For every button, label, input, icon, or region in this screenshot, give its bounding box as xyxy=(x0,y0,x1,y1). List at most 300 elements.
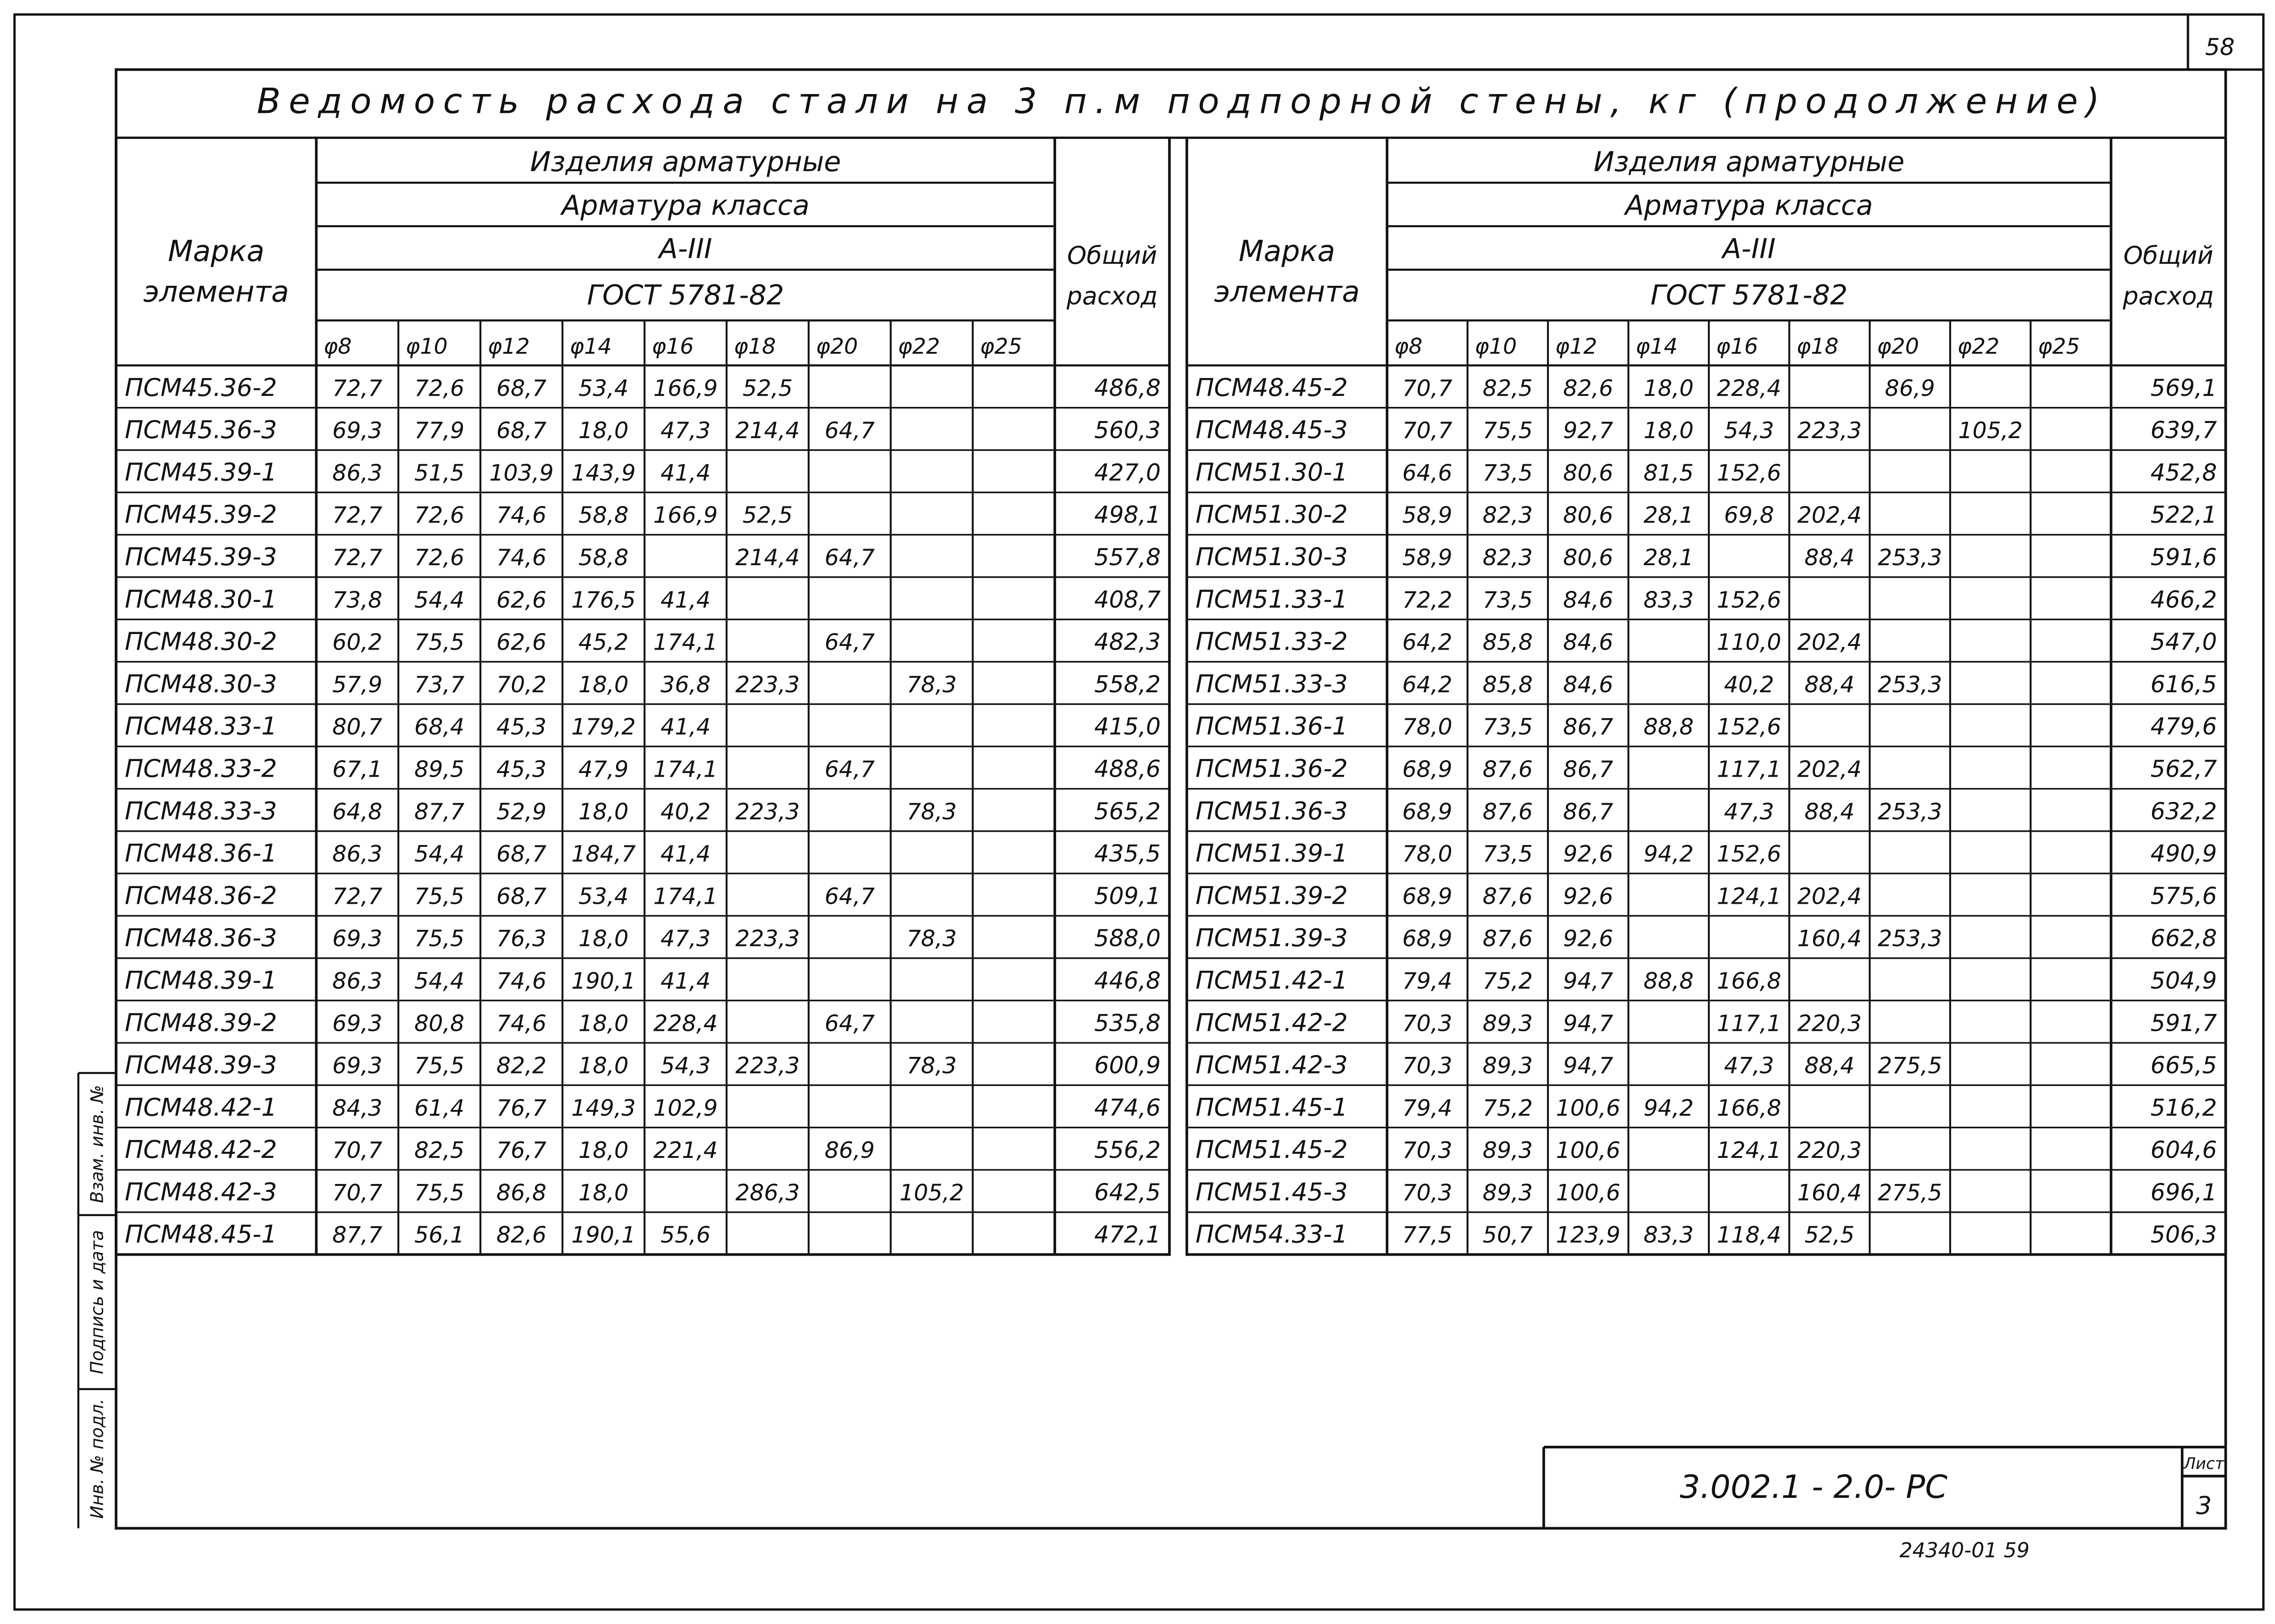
header-mark-line1: Марка xyxy=(1239,234,1335,268)
cell-value: 152,6 xyxy=(1717,841,1781,868)
cell-value: 52,5 xyxy=(742,375,793,401)
header-mark-line2: элемента xyxy=(1214,274,1360,309)
cell-value: 253,3 xyxy=(1878,925,1942,952)
cell-value: 87,6 xyxy=(1482,925,1533,952)
cell-value: 100,6 xyxy=(1556,1179,1621,1206)
cell-value: 70,3 xyxy=(1402,1179,1452,1206)
cell-value: 83,3 xyxy=(1643,587,1694,613)
cell-value: 64,7 xyxy=(824,1010,875,1037)
element-mark: ПСМ51.45-1 xyxy=(1196,1092,1348,1122)
table-row xyxy=(125,796,1161,825)
cell-value: 88,4 xyxy=(1804,798,1855,825)
element-mark: ПСМ51.33-1 xyxy=(1196,584,1348,614)
table-row xyxy=(1196,796,2217,825)
cell-value: 73,5 xyxy=(1482,460,1533,486)
cell-value: 64,2 xyxy=(1402,629,1452,656)
diameter-header: φ14 xyxy=(569,334,612,360)
table-row xyxy=(125,373,1161,402)
total-value: 591,6 xyxy=(2150,544,2217,571)
table-row xyxy=(125,1051,1161,1079)
cell-value: 149,3 xyxy=(571,1095,636,1121)
table-row xyxy=(1196,1220,2217,1249)
cell-value: 64,7 xyxy=(824,417,875,444)
element-mark: ПСМ51.45-2 xyxy=(1196,1135,1348,1164)
cell-value: 87,6 xyxy=(1482,883,1533,910)
total-value: 588,0 xyxy=(1094,924,1161,952)
cell-value: 174,1 xyxy=(653,629,718,656)
table-row xyxy=(1196,373,2217,402)
cell-value: 58,8 xyxy=(578,502,629,528)
cell-value: 64,7 xyxy=(824,545,875,571)
cell-value: 68,9 xyxy=(1402,883,1452,910)
cell-value: 88,4 xyxy=(1804,1052,1855,1079)
cell-value: 81,5 xyxy=(1643,460,1694,486)
table-row xyxy=(125,754,1161,783)
cell-value: 58,8 xyxy=(578,545,629,571)
cell-value: 40,2 xyxy=(660,798,711,825)
cell-value: 55,6 xyxy=(660,1222,711,1248)
element-mark: ПСМ48.33-3 xyxy=(124,796,277,825)
cell-value: 70,7 xyxy=(1402,375,1452,401)
table-row xyxy=(125,923,1161,952)
cell-value: 85,8 xyxy=(1482,629,1533,656)
cell-value: 202,4 xyxy=(1797,883,1862,910)
cell-value: 64,7 xyxy=(824,756,875,783)
cell-value: 70,7 xyxy=(1402,417,1452,444)
table-row xyxy=(125,542,1161,571)
cell-value: 214,4 xyxy=(735,545,800,571)
cell-value: 92,7 xyxy=(1563,417,1613,444)
cell-value: 45,3 xyxy=(496,714,547,740)
diameter-header: φ18 xyxy=(734,334,776,360)
cell-value: 223,3 xyxy=(1797,417,1862,444)
cell-value: 89,3 xyxy=(1482,1137,1533,1164)
cell-value: 72,6 xyxy=(414,545,465,571)
cell-value: 70,7 xyxy=(332,1179,383,1206)
header-rebar-class: А-III xyxy=(659,233,712,265)
cell-value: 94,7 xyxy=(1563,1010,1613,1037)
cell-value: 60,2 xyxy=(332,629,383,656)
element-mark: ПСМ48.39-2 xyxy=(124,1008,277,1037)
total-value: 535,8 xyxy=(1094,1009,1161,1037)
cell-value: 75,2 xyxy=(1482,1095,1533,1121)
cell-value: 73,5 xyxy=(1482,587,1533,613)
element-mark: ПСМ45.39-1 xyxy=(124,457,277,487)
table-row xyxy=(1196,966,2217,995)
cell-value: 221,4 xyxy=(653,1137,718,1164)
total-value: 446,8 xyxy=(1094,967,1161,994)
cell-value: 36,8 xyxy=(660,671,711,698)
element-mark: ПСМ51.36-3 xyxy=(1196,796,1348,825)
total-value: 547,0 xyxy=(2150,628,2217,656)
total-value: 516,2 xyxy=(2150,1094,2217,1121)
cell-value: 28,1 xyxy=(1643,545,1694,571)
cell-value: 68,7 xyxy=(496,375,547,401)
cell-value: 174,1 xyxy=(653,883,718,910)
total-value: 482,3 xyxy=(1094,628,1161,656)
element-mark: ПСМ51.30-2 xyxy=(1196,500,1348,529)
total-value: 522,1 xyxy=(2150,501,2217,528)
cell-value: 100,6 xyxy=(1556,1095,1621,1121)
cell-value: 18,0 xyxy=(578,1137,629,1164)
steel-table-left xyxy=(116,138,1169,1254)
cell-value: 53,4 xyxy=(578,883,629,910)
cell-value: 75,5 xyxy=(414,1052,465,1079)
total-value: 435,5 xyxy=(1094,840,1161,868)
cell-value: 53,4 xyxy=(578,375,629,401)
header-standard: ГОСТ 5781-82 xyxy=(1650,279,1848,311)
cell-value: 253,3 xyxy=(1878,545,1942,571)
cell-value: 86,7 xyxy=(1563,798,1613,825)
cell-value: 89,5 xyxy=(414,756,465,783)
cell-value: 124,1 xyxy=(1717,883,1781,910)
cell-value: 18,0 xyxy=(578,1010,629,1037)
cell-value: 228,4 xyxy=(653,1010,718,1037)
cell-value: 124,1 xyxy=(1717,1137,1781,1164)
cell-value: 74,6 xyxy=(496,502,547,528)
diameter-header: φ20 xyxy=(816,334,858,360)
binding-strip xyxy=(78,1073,116,1528)
header-products: Изделия арматурные xyxy=(1593,145,1905,178)
header-products: Изделия арматурные xyxy=(530,145,841,178)
total-value: 569,1 xyxy=(2150,374,2217,401)
cell-value: 117,1 xyxy=(1717,1010,1781,1037)
cell-value: 69,3 xyxy=(332,417,383,444)
diameter-header: φ12 xyxy=(487,334,530,360)
cell-value: 68,7 xyxy=(496,417,547,444)
table-row xyxy=(1196,1008,2217,1037)
cell-value: 47,3 xyxy=(660,925,711,952)
cell-value: 74,6 xyxy=(496,545,547,571)
element-mark: ПСМ51.45-3 xyxy=(1196,1177,1348,1207)
cell-value: 72,6 xyxy=(414,502,465,528)
cell-value: 70,3 xyxy=(1402,1052,1452,1079)
element-mark: ПСМ48.30-1 xyxy=(124,584,277,614)
table-row xyxy=(125,1135,1161,1164)
cell-value: 75,5 xyxy=(1482,417,1533,444)
total-value: 509,1 xyxy=(1094,882,1161,910)
cell-value: 79,4 xyxy=(1402,968,1452,994)
cell-value: 54,4 xyxy=(414,968,465,994)
element-mark: ПСМ48.33-2 xyxy=(124,754,277,783)
element-mark: ПСМ54.33-1 xyxy=(1196,1219,1348,1249)
cell-value: 72,7 xyxy=(332,502,383,528)
diameter-header: φ12 xyxy=(1555,334,1597,360)
cell-value: 89,3 xyxy=(1482,1052,1533,1079)
cell-value: 18,0 xyxy=(1643,375,1694,401)
cell-value: 72,6 xyxy=(414,375,465,401)
diameter-header: φ16 xyxy=(1716,334,1758,360)
cell-value: 41,4 xyxy=(660,841,711,868)
header-total-line1: Общий xyxy=(1067,241,1157,270)
element-mark: ПСМ51.39-1 xyxy=(1196,839,1348,868)
cell-value: 202,4 xyxy=(1797,629,1862,656)
cell-value: 80,7 xyxy=(332,714,383,740)
cell-value: 253,3 xyxy=(1878,798,1942,825)
cell-value: 88,4 xyxy=(1804,671,1855,698)
cell-value: 72,7 xyxy=(332,883,383,910)
cell-value: 70,3 xyxy=(1402,1010,1452,1037)
cell-value: 214,4 xyxy=(735,417,800,444)
cell-value: 166,9 xyxy=(653,375,718,401)
cell-value: 152,6 xyxy=(1717,460,1781,486)
cell-value: 160,4 xyxy=(1797,1179,1862,1206)
cell-value: 92,6 xyxy=(1563,841,1613,868)
cell-value: 286,3 xyxy=(735,1179,800,1206)
cell-value: 73,5 xyxy=(1482,841,1533,868)
diameter-header: φ20 xyxy=(1877,334,1919,360)
element-mark: ПСМ48.42-1 xyxy=(124,1092,277,1122)
total-value: 415,0 xyxy=(1094,713,1161,740)
cell-value: 72,2 xyxy=(1402,587,1452,613)
total-value: 498,1 xyxy=(1094,501,1161,528)
cell-value: 76,3 xyxy=(496,925,547,952)
cell-value: 67,1 xyxy=(332,756,383,783)
element-mark: ПСМ51.42-2 xyxy=(1196,1008,1348,1037)
cell-value: 82,3 xyxy=(1482,502,1533,528)
cell-value: 86,3 xyxy=(332,841,383,868)
cell-value: 68,9 xyxy=(1402,798,1452,825)
cell-value: 152,6 xyxy=(1717,714,1781,740)
cell-value: 82,6 xyxy=(496,1222,547,1248)
total-value: 472,1 xyxy=(1094,1221,1161,1248)
table-row xyxy=(1196,627,2217,656)
element-mark: ПСМ48.36-3 xyxy=(124,923,277,952)
total-value: 466,2 xyxy=(2150,586,2217,613)
cell-value: 174,1 xyxy=(653,756,718,783)
cell-value: 75,5 xyxy=(414,925,465,952)
total-value: 604,6 xyxy=(2150,1136,2217,1164)
element-mark: ПСМ48.45-3 xyxy=(1196,415,1348,445)
table-row xyxy=(125,1220,1161,1249)
element-mark: ПСМ45.36-2 xyxy=(124,373,277,402)
side-label-signature: Подпись и дата xyxy=(87,1230,107,1374)
cell-value: 69,8 xyxy=(1724,502,1774,528)
cell-value: 80,6 xyxy=(1563,502,1613,528)
cell-value: 160,4 xyxy=(1797,925,1862,952)
cell-value: 88,8 xyxy=(1643,714,1694,740)
total-value: 408,7 xyxy=(1094,586,1161,613)
cell-value: 92,6 xyxy=(1563,883,1613,910)
element-mark: ПСМ48.45-2 xyxy=(1196,373,1348,402)
element-mark: ПСМ45.36-3 xyxy=(124,415,277,445)
cell-value: 56,1 xyxy=(414,1222,465,1248)
element-mark: ПСМ51.33-3 xyxy=(1196,669,1348,698)
table-row xyxy=(125,966,1161,995)
cell-value: 57,9 xyxy=(332,671,383,698)
cell-value: 176,5 xyxy=(571,587,636,613)
document-title: Ведомость расхода стали на 3 п.м подпорной стены, кг (продолжение) xyxy=(256,81,2100,122)
cell-value: 74,6 xyxy=(496,1010,547,1037)
total-value: 632,2 xyxy=(2150,797,2217,825)
cell-value: 100,6 xyxy=(1556,1137,1621,1164)
table-row xyxy=(1196,457,2217,486)
element-mark: ПСМ48.36-1 xyxy=(124,839,277,868)
table-row xyxy=(125,839,1161,868)
table-row xyxy=(1196,584,2217,613)
element-mark: ПСМ48.42-2 xyxy=(124,1135,277,1164)
cell-value: 223,3 xyxy=(735,798,800,825)
cell-value: 47,3 xyxy=(1724,1052,1774,1079)
cell-value: 123,9 xyxy=(1556,1222,1621,1248)
table-row xyxy=(125,881,1161,910)
element-mark: ПСМ45.39-2 xyxy=(124,500,277,529)
element-mark: ПСМ48.42-3 xyxy=(124,1177,277,1207)
cell-value: 179,2 xyxy=(571,714,636,740)
footer-number: 24340-01 59 xyxy=(1899,1539,2030,1563)
cell-value: 253,3 xyxy=(1878,671,1942,698)
cell-value: 202,4 xyxy=(1797,756,1862,783)
cell-value: 190,1 xyxy=(571,1222,636,1248)
cell-value: 85,8 xyxy=(1482,671,1533,698)
table-row xyxy=(125,584,1161,613)
cell-value: 40,2 xyxy=(1724,671,1774,698)
cell-value: 18,0 xyxy=(578,417,629,444)
sheet-number: 3 xyxy=(2196,1491,2212,1520)
cell-value: 84,3 xyxy=(332,1095,383,1121)
sheet-label: Лист xyxy=(2183,1454,2225,1473)
element-mark: ПСМ48.45-1 xyxy=(124,1219,277,1249)
total-value: 639,7 xyxy=(2150,417,2217,444)
diameter-header: φ10 xyxy=(406,334,448,360)
cell-value: 78,3 xyxy=(907,1052,957,1079)
cell-value: 110,0 xyxy=(1717,629,1781,656)
cell-value: 77,9 xyxy=(414,417,465,444)
cell-value: 68,9 xyxy=(1402,756,1452,783)
cell-value: 69,3 xyxy=(332,925,383,952)
cell-value: 18,0 xyxy=(1643,417,1694,444)
diameter-header: φ16 xyxy=(651,334,694,360)
header-total-line2: расход xyxy=(1066,281,1158,311)
cell-value: 220,3 xyxy=(1797,1010,1862,1037)
cell-value: 68,7 xyxy=(496,841,547,868)
cell-value: 84,6 xyxy=(1563,587,1613,613)
cell-value: 143,9 xyxy=(571,460,636,486)
cell-value: 89,3 xyxy=(1482,1179,1533,1206)
header-rebar-class: А-III xyxy=(1722,233,1776,265)
cell-value: 41,4 xyxy=(660,587,711,613)
cell-value: 45,2 xyxy=(578,629,629,656)
steel-table-right xyxy=(1187,138,2225,1254)
cell-value: 28,1 xyxy=(1643,502,1694,528)
cell-value: 184,7 xyxy=(571,841,636,868)
element-mark: ПСМ51.39-3 xyxy=(1196,923,1348,952)
total-value: 575,6 xyxy=(2150,882,2217,910)
cell-value: 70,7 xyxy=(332,1137,383,1164)
cell-value: 61,4 xyxy=(414,1095,465,1121)
element-mark: ПСМ48.36-2 xyxy=(124,881,277,910)
cell-value: 82,5 xyxy=(414,1137,465,1164)
cell-value: 50,7 xyxy=(1482,1222,1533,1248)
cell-value: 41,4 xyxy=(660,968,711,994)
element-mark: ПСМ51.42-3 xyxy=(1196,1050,1348,1079)
total-value: 504,9 xyxy=(2150,967,2217,994)
table-row xyxy=(1196,1051,2217,1079)
diameter-header: φ25 xyxy=(2038,334,2080,360)
cell-value: 94,7 xyxy=(1563,1052,1613,1079)
cell-value: 73,8 xyxy=(332,587,383,613)
cell-value: 117,1 xyxy=(1717,756,1781,783)
table-row xyxy=(1196,754,2217,783)
element-mark: ПСМ48.30-2 xyxy=(124,627,277,656)
cell-value: 78,0 xyxy=(1402,841,1452,868)
cell-value: 70,2 xyxy=(496,671,547,698)
diameter-header: φ25 xyxy=(980,334,1022,360)
total-value: 479,6 xyxy=(2150,713,2217,740)
table-row xyxy=(125,669,1161,698)
cell-value: 86,8 xyxy=(496,1179,547,1206)
cell-value: 52,5 xyxy=(742,502,793,528)
total-value: 557,8 xyxy=(1094,544,1161,571)
diameter-header: φ18 xyxy=(1797,334,1839,360)
cell-value: 64,7 xyxy=(824,883,875,910)
table-row xyxy=(125,415,1161,444)
cell-value: 64,8 xyxy=(332,798,383,825)
cell-value: 152,6 xyxy=(1717,587,1781,613)
cell-value: 18,0 xyxy=(578,1179,629,1206)
cell-value: 84,6 xyxy=(1563,671,1613,698)
cell-value: 52,9 xyxy=(496,798,547,825)
cell-value: 92,6 xyxy=(1563,925,1613,952)
cell-value: 52,5 xyxy=(1804,1222,1855,1248)
cell-value: 79,4 xyxy=(1402,1095,1452,1121)
cell-value: 72,7 xyxy=(332,545,383,571)
element-mark: ПСМ51.36-2 xyxy=(1196,754,1348,783)
cell-value: 89,3 xyxy=(1482,1010,1533,1037)
cell-value: 54,3 xyxy=(1724,417,1774,444)
element-mark: ПСМ45.39-3 xyxy=(124,542,277,572)
diameter-header: φ22 xyxy=(1957,334,2000,360)
document-code: 3.002.1 - 2.0- PC xyxy=(1680,1468,1947,1506)
element-mark: ПСМ48.33-1 xyxy=(124,712,277,741)
cell-value: 86,9 xyxy=(1885,375,1935,401)
cell-value: 47,3 xyxy=(660,417,711,444)
cell-value: 94,2 xyxy=(1643,1095,1694,1121)
table-row xyxy=(1196,1135,2217,1164)
element-mark: ПСМ51.36-1 xyxy=(1196,712,1348,741)
cell-value: 105,2 xyxy=(1958,417,2023,444)
table-row xyxy=(1196,923,2217,952)
cell-value: 41,4 xyxy=(660,714,711,740)
table-row xyxy=(1196,500,2217,529)
total-value: 427,0 xyxy=(1094,459,1161,486)
table-row xyxy=(125,1008,1161,1037)
table-row xyxy=(125,627,1161,656)
table-row xyxy=(1196,1177,2217,1206)
diameter-header: φ8 xyxy=(1394,334,1423,360)
cell-value: 54,3 xyxy=(660,1052,711,1079)
cell-value: 80,8 xyxy=(414,1010,465,1037)
cell-value: 103,9 xyxy=(489,460,554,486)
cell-value: 87,7 xyxy=(332,1222,383,1248)
table-row xyxy=(1196,881,2217,910)
cell-value: 82,2 xyxy=(496,1052,547,1079)
header-standard: ГОСТ 5781-82 xyxy=(587,279,784,311)
cell-value: 228,4 xyxy=(1717,375,1781,401)
table-row xyxy=(1196,1093,2217,1122)
total-value: 560,3 xyxy=(1094,417,1161,444)
total-value: 562,7 xyxy=(2150,755,2217,783)
cell-value: 54,4 xyxy=(414,841,465,868)
cell-value: 275,5 xyxy=(1878,1052,1942,1079)
diameter-header: φ10 xyxy=(1474,334,1517,360)
cell-value: 83,3 xyxy=(1643,1222,1694,1248)
cell-value: 86,9 xyxy=(824,1137,875,1164)
table-row xyxy=(125,1093,1161,1122)
cell-value: 75,5 xyxy=(414,629,465,656)
cell-value: 18,0 xyxy=(578,671,629,698)
cell-value: 86,7 xyxy=(1563,756,1613,783)
